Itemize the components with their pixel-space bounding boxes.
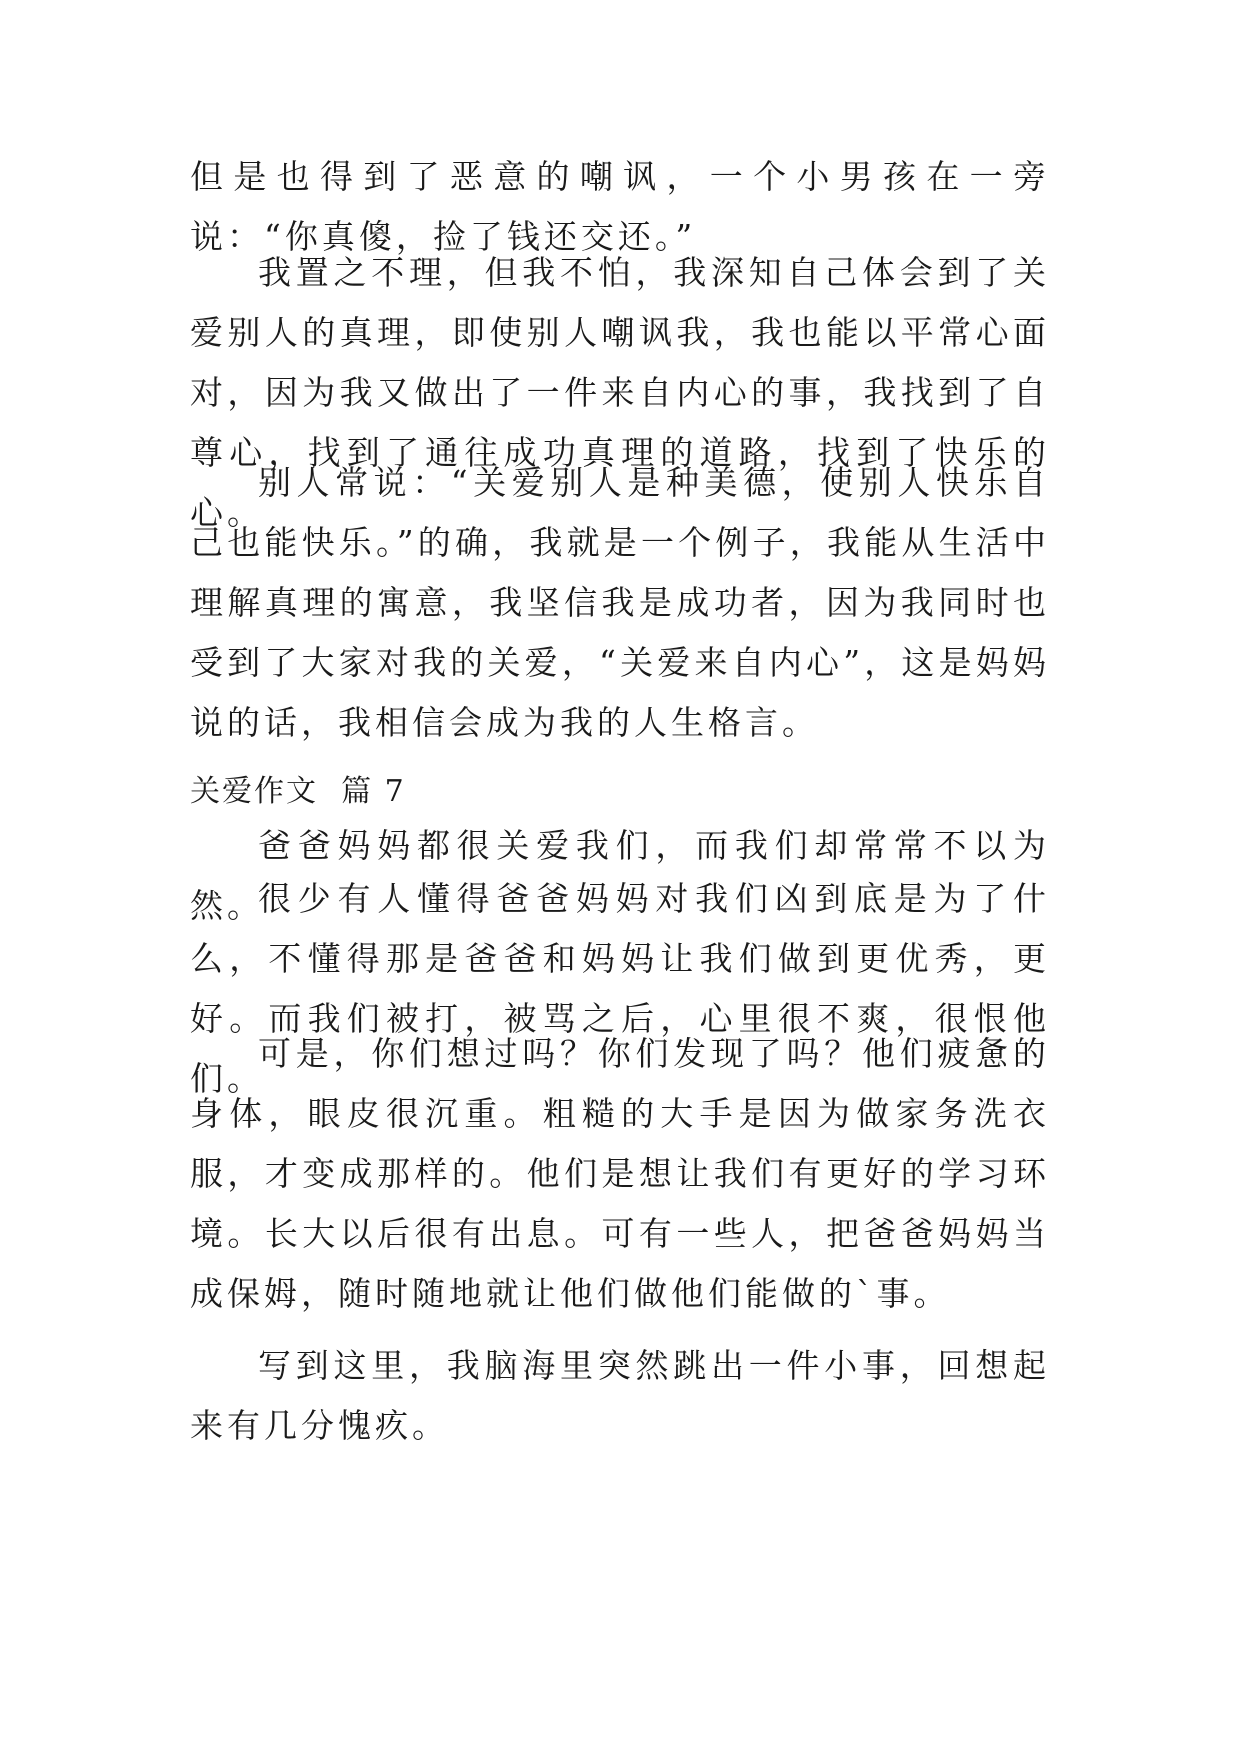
paragraph-2: 我置之不理，但我不怕，我深知自己体会到了关爱别人的真理，即使别人嘲讽我，我也能以平常心面对，因为我又做出了一件来自内心的事，我找到了自尊心，找到了通往成功真理的道路，找到了快乐的心。 xyxy=(190,253,1050,532)
paragraph-7: 写到这里，我脑海里突然跳出一件小事，回想起来有几分愧疚。 xyxy=(190,1346,1050,1445)
paragraph-6: 可是，你们想过吗？你们发现了吗？他们疲惫的身体，眼皮很沉重。粗糙的大手是因为做家务洗衣服，才变成那样的。他们是想让我们有更好的学习环境。长大以后很有出息。可有一些人，把爸爸妈妈当成保姆，随时随地就让他们做他们能做的`事。 xyxy=(190,1034,1050,1313)
paragraph-1: 但是也得到了恶意的嘲讽，一个小男孩在一旁说：“你真傻，捡了钱还交还。” xyxy=(190,157,1050,256)
paragraph-3: 别人常说：“关爱别人是种美德，使别人快乐自己也能快乐。”的确，我就是一个例子，我能从生活中理解真理的寓意，我坚信我是成功者，因为我同时也受到了大家对我的关爱，“关爱来自内心”，这是妈妈说的话，我相信会成为我的人生格言。 xyxy=(190,463,1050,742)
paragraph-5: 很少有人懂得爸爸妈妈对我们凶到底是为了什么，不懂得那是爸爸和妈妈让我们做到更优秀，更好。而我们被打，被骂之后，心里很不爽，很恨他们。 xyxy=(190,879,1050,1098)
section-heading: 关爱作文 篇 7 xyxy=(190,774,406,809)
paragraph-4: 爸爸妈妈都很关爱我们，而我们却常常不以为然。 xyxy=(190,826,1050,925)
